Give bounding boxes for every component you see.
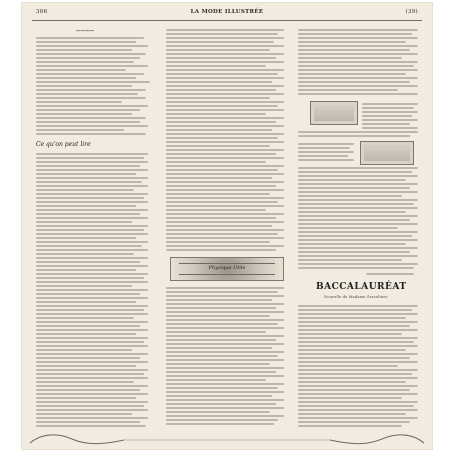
column-1 [32,27,154,433]
baccalaureat-subheading: Nouvelle de Madame Gravelines [324,295,388,299]
baccalaureat-heading: BACCALAURÉAT [316,282,407,292]
page-header [22,9,432,19]
newspaper-page [22,3,432,449]
column-1-section-label: ———— [76,29,94,34]
column-2 [164,27,288,433]
corner-flourish-icon [28,431,426,445]
ce-quon-peut-lire-heading: Ce qu'on peut lire [36,141,91,148]
physique-utile-banner [170,257,284,281]
column-3 [296,27,422,433]
page-number: 306 [36,9,48,15]
physique-utile-heading: Physique Utile [208,265,246,271]
masthead-title: LA MODE ILLUSTRÉE [190,9,264,15]
illustration-box-icon [360,141,414,165]
issue-number: (39) [405,9,418,15]
header-rule [32,20,422,21]
illustration-plates-icon [310,101,358,125]
